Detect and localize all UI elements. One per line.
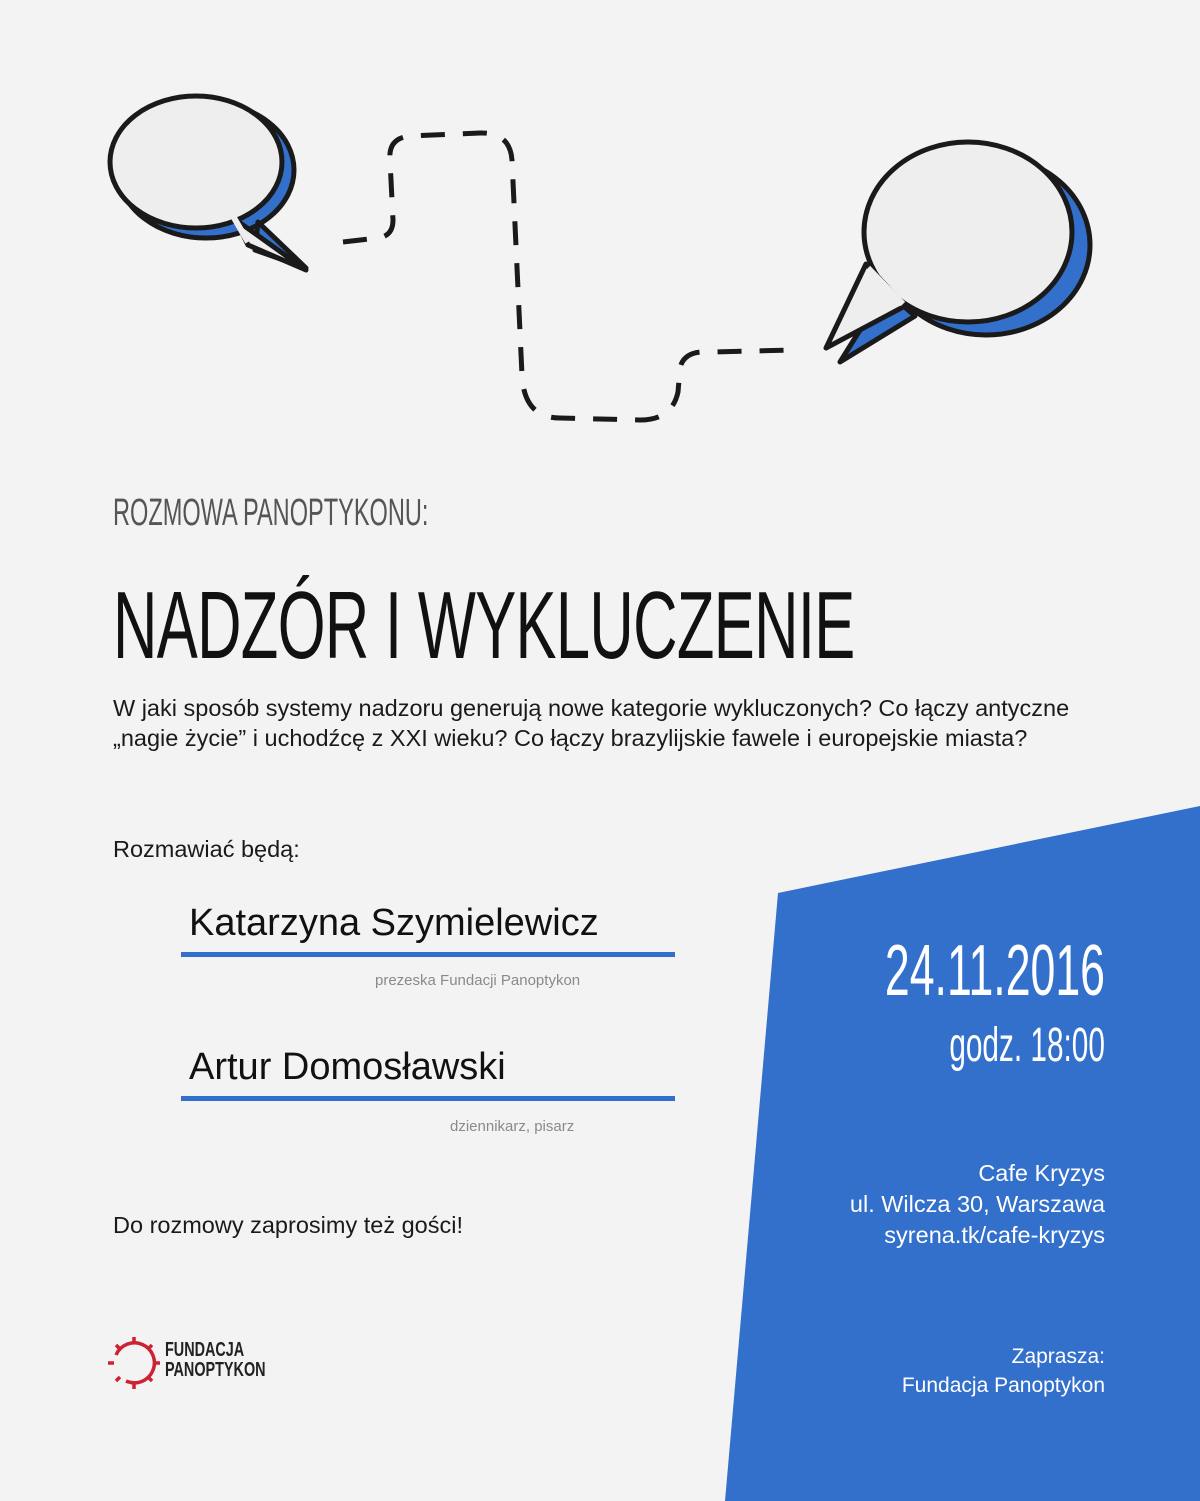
venue-url: syrena.tk/cafe-kryzys — [884, 1222, 1105, 1248]
event-description: W jaki sposób systemy nadzoru generują nowe kategorie wykluczonych? Co łączy antyczne „nagie życie” i uchodźcę z XXI wieku? Co łączy brazylijskie fawele i europejskie miasta? — [113, 695, 1070, 751]
speaker-role: prezeska Fundacji Panoptykon — [375, 972, 581, 989]
guests-note: Do rozmowy zaprosimy też gości! — [113, 1212, 463, 1238]
event-subtitle: ROZMOWA PANOPTYKONU: — [113, 492, 429, 534]
venue-address: ul. Wilcza 30, Warszawa — [849, 1191, 1105, 1217]
speech-bubbles-illustration — [0, 0, 1200, 480]
logo-line-2: PANOPTYKON — [165, 1359, 266, 1381]
host-name: Fundacja Panoptykon — [901, 1374, 1105, 1397]
speakers-label: Rozmawiać będą: — [113, 836, 300, 862]
speaker-role: dziennikarz, pisarz — [450, 1118, 575, 1135]
right-speech-bubble-icon — [826, 142, 1090, 362]
speaker-name: Katarzyna Szymielewicz — [189, 902, 599, 944]
host-label: Zaprasza: — [1011, 1345, 1105, 1368]
event-title: NADZÓR I WYKLUCZENIE — [113, 572, 855, 679]
event-date: 24.11.2016 — [884, 931, 1105, 1011]
left-speech-bubble-icon — [110, 96, 306, 270]
speaker-underline — [181, 1096, 675, 1101]
dashed-connector-line — [343, 133, 795, 420]
event-time: godz. 18:00 — [949, 1019, 1105, 1072]
logo-wordmark — [165, 1340, 266, 1380]
speaker-name: Artur Domosławski — [189, 1046, 506, 1088]
venue-name: Cafe Kryzys — [978, 1160, 1105, 1186]
speaker-underline — [181, 952, 675, 957]
logo-line-1: FUNDACJA — [165, 1339, 245, 1361]
